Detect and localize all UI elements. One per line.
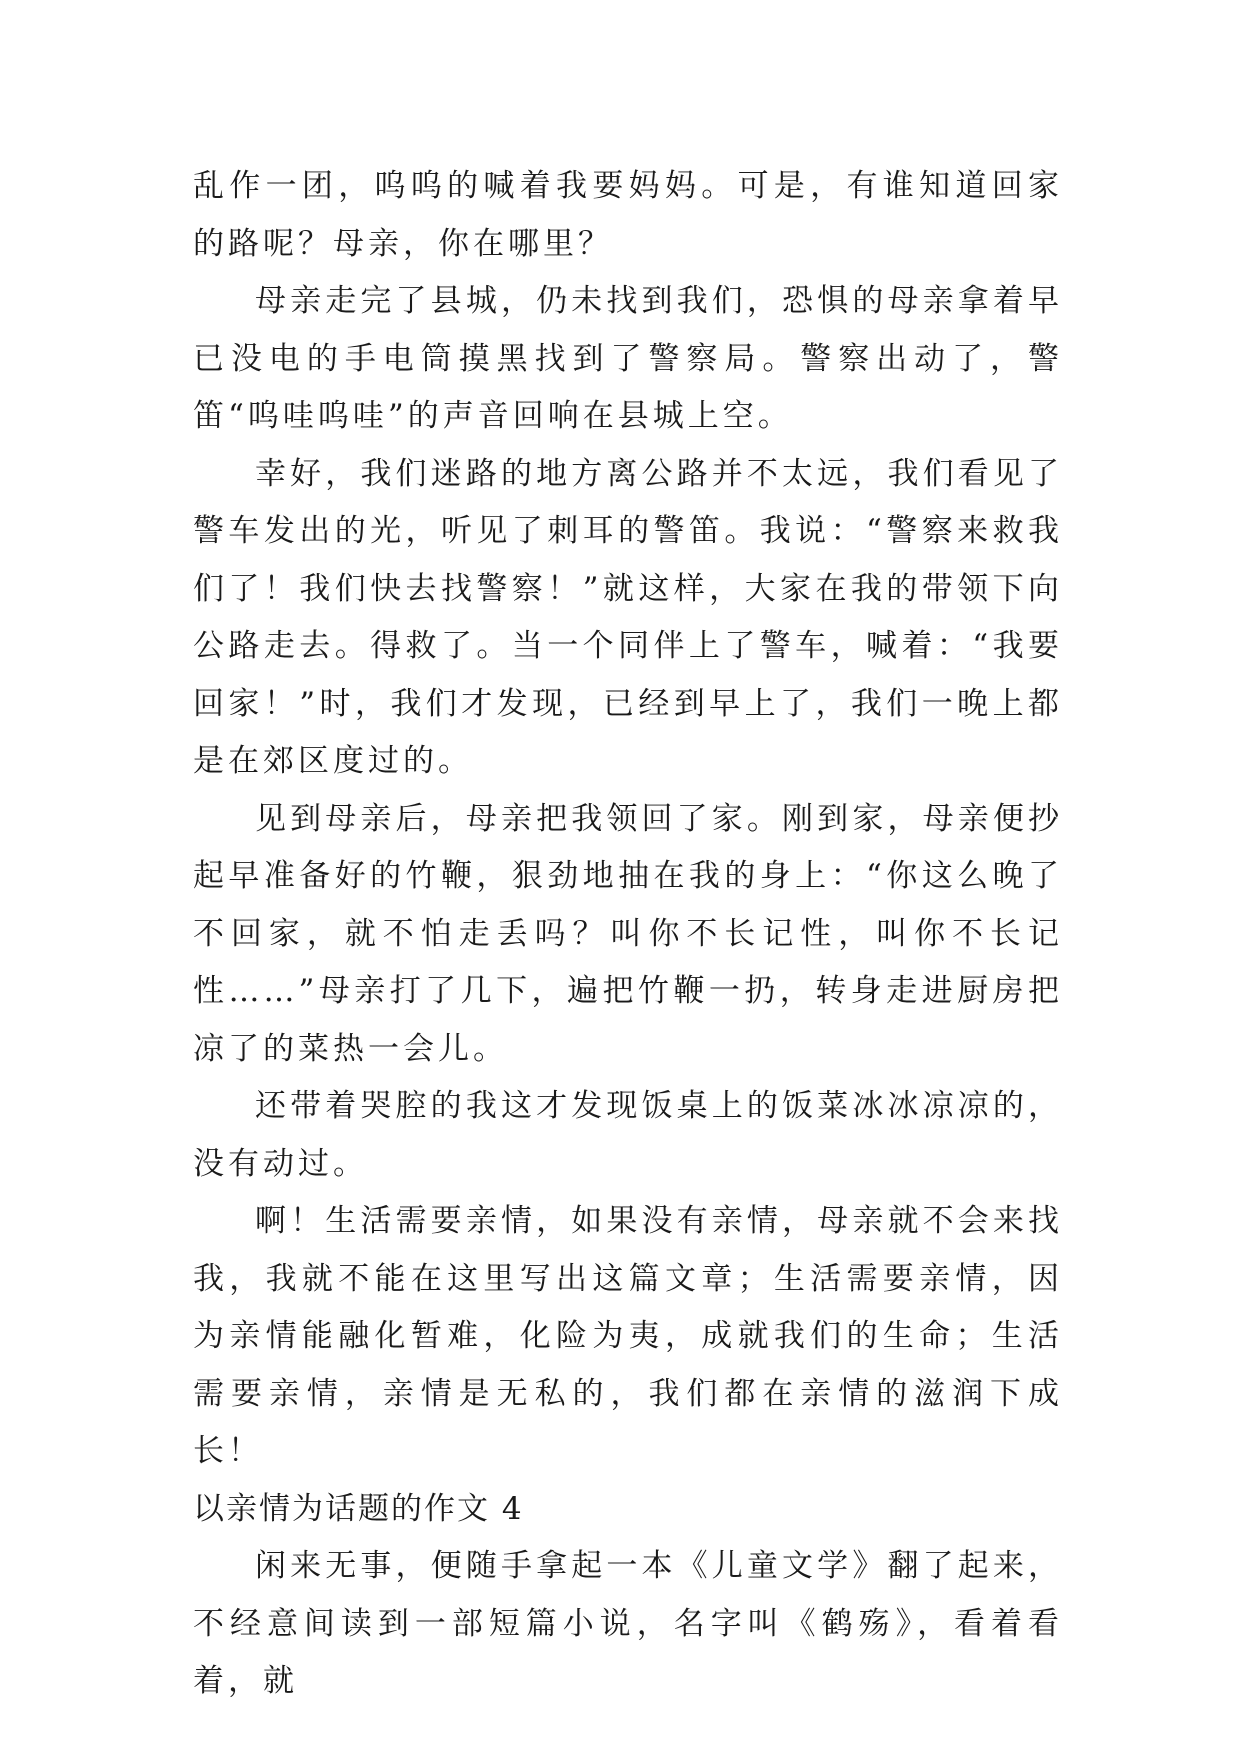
paragraph-essay-4-start: 闲来无事，便随手拿起一本《儿童文学》翻了起来，不经意间读到一部短篇小说，名字叫《鹤殇》，看着看着，就 <box>193 1548 1063 1699</box>
paragraph-home: 见到母亲后，母亲把我领回了家。刚到家，母亲便抄起早准备好的竹鞭，狠劲地抽在我的身上：“你这么晚了不回家，就不怕走丢吗？叫你不长记性，叫你不长记性……”母亲打了几下，遍把竹鞭一扔，转身走进厨房把凉了的菜热一会儿。 <box>193 800 1063 1067</box>
paragraph-conclusion: 啊！生活需要亲情，如果没有亲情，母亲就不会来找我，我就不能在这里写出这篇文章；生活需要亲情，因为亲情能融化暂难，化险为夷，成就我们的生命；生活需要亲情，亲情是无私的，我们都在亲情的滋润下成长！ <box>193 1203 1063 1469</box>
paragraph-mother-searching: 母亲走完了县城，仍未找到我们，恐惧的母亲拿着早已没电的手电筒摸黑找到了警察局。警察出动了，警笛“呜哇呜哇”的声音回响在县城上空。 <box>193 283 1063 434</box>
paragraph-cold-dinner: 还带着哭腔的我这才发现饭桌上的饭菜冰冰凉凉的，没有动过。 <box>193 1088 1063 1182</box>
section-heading: 以亲情为话题的作文 4 <box>193 1490 524 1527</box>
paragraph-continued: 乱作一团，呜呜的喊着我要妈妈。可是，有谁知道回家的路呢？母亲，你在哪里？ <box>193 168 1063 262</box>
paragraph-rescued: 幸好，我们迷路的地方离公路并不太远，我们看见了警车发出的光，听见了刺耳的警笛。我说：“警察来救我们了！我们快去找警察！”就这样，大家在我的带领下向公路走去。得救了。当一个同伴上了警车，喊着：“我要回家！”时，我们才发现，已经到早上了，我们一晚上都是在郊区度过的。 <box>193 455 1063 779</box>
document-body <box>193 158 1063 1711</box>
